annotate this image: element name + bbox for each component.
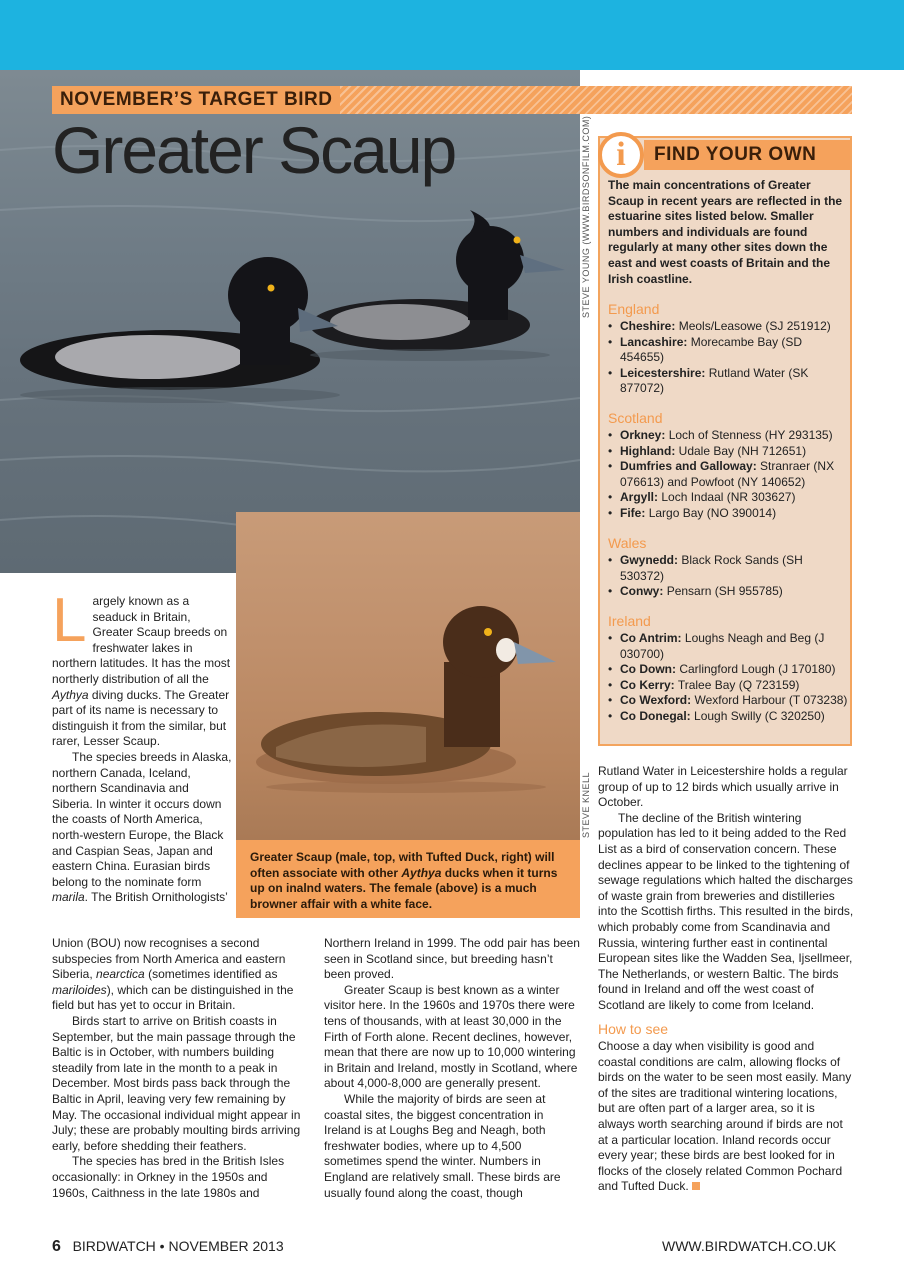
site-item: • Leicestershire: Rutland Water (SK 877072) (608, 366, 848, 397)
article-paragraph: Rutland Water in Leicestershire holds a regular group of up to 12 birds which usually arrive in October. (598, 764, 848, 810)
how-to-see-heading: How to see (598, 1020, 669, 1037)
footer-url[interactable]: WWW.BIRDWATCH.CO.UK (662, 1238, 837, 1254)
end-mark-icon (692, 1182, 700, 1190)
site-item: • Highland: Udale Bay (NH 712651) (608, 444, 848, 460)
region-heading-scotland: Scotland (608, 410, 663, 426)
site-item: • Co Kerry: Tralee Bay (Q 723159) (608, 678, 848, 694)
female-duck-illustration (236, 512, 580, 840)
site-list-ireland (608, 631, 848, 725)
page-title: Greater Scaup (52, 113, 456, 187)
article-paragraph: Birds start to arrive on British coasts in September, but the main passage through the Baltic is in October, with numbers building steadily from late in the month to a peak in December. Most birds pass back through the Baltic in April, leaving very few remaining by May. The occasional individual might appear in July; these are probably moulting birds arriving early, before shedding their feathers. (52, 1013, 301, 1153)
find-your-own-box (598, 136, 852, 746)
article-paragraph: The species has bred in the British Isles occasionally: in Orkney in the 1950s and 1960s, Caithness in the late 1980s and (52, 1154, 285, 1200)
article-paragraph: Greater Scaup is best known as a winter visitor here. In the 1960s and 1970s there were tens of thousands, with at least 30,000 in the Firth of Forth alone. Recent declines, however, mean that there are now up to 10,000 wintering in Britain and Ireland, mostly in Scotland, where about 4,000-8,000 are generally present. (324, 982, 578, 1091)
site-item: • Co Donegal: Lough Swilly (C 320250) (608, 709, 848, 725)
article-paragraph: argely known as a seaduck in Britain, Greater Scaup breeds on freshwater lakes in northern latitudes. It has the most northerly distribution of all the Aythya diving ducks. The Greater part of its name is necessary to distinguish it from the similar, but rarer, Lesser Scaup. (52, 594, 231, 749)
article-column-3 (598, 764, 854, 1195)
photo-caption: Greater Scaup (male, top, with Tufted Duck, right) will often associate with other Aythya ducks when it turns up on inalnd waters. The female (above) is a much browner affair with a white face. (236, 840, 580, 918)
site-item: • Dumfries and Galloway: Stranraer (NX 076613) and Powfoot (NY 140652) (608, 459, 848, 490)
page-number: 6 (52, 1238, 61, 1255)
region-heading-wales: Wales (608, 535, 647, 551)
article-paragraph: Union (BOU) now recognises a second subspecies from North America and eastern Siberia, nearctica (sometimes identified as mariloides), which can be distinguished in the field but has yet to occur in Britain. (52, 936, 294, 1013)
site-item: • Argyll: Loch Indaal (NR 303627) (608, 490, 848, 506)
site-item: • Co Down: Carlingford Lough (J 170180) (608, 662, 848, 678)
footer-left (52, 1238, 284, 1256)
region-heading-england: England (608, 301, 660, 317)
find-box-intro: The main concentrations of Greater Scaup in recent years are reflected in the estuarine sites listed below. Smaller numbers and individuals are found regularly at many other sites down the east and west coasts of Britain and the Irish coastline. (608, 178, 843, 286)
site-item: • Co Wexford: Wexford Harbour (T 073238) (608, 693, 848, 709)
article-paragraph: The decline of the British wintering population has led to it being added to the Red List as a bird of conservation concern. These declines appear to be linked to the tightening of sewage regulations which halted the discharges of waste grain from breweries and distilleries into the Scottish firths. This resulted in the birds, which probably come from Scandinavia and Russia, wintering further east in continental European sites like the Wadden Sea, Ijsellmeer, The Netherlands, or western Baltic. The birds found in Ireland and off the west coast of Scotland are likely to come from Iceland. (598, 810, 854, 1012)
site-item: • Orkney: Loch of Stenness (HY 293135) (608, 428, 848, 444)
photo-scaup-female (236, 512, 580, 840)
article-paragraph: The species breeds in Alaska, northern Canada, Iceland, northern Scandinavia and Siberia. In winter it occurs down the coasts of North America, north-western Europe, the Black and Caspian Seas, Japan and eastern China. Eurasian birds belong to the nominate form marila. The British Ornithologists’ (52, 749, 232, 905)
site-item: • Fife: Largo Bay (NO 390014) (608, 506, 848, 522)
drop-cap: L (52, 586, 87, 655)
article-column-1-top (52, 586, 232, 906)
site-item: • Gwynedd: Black Rock Sands (SH 530372) (608, 553, 848, 584)
section-banner (52, 86, 852, 114)
site-list-england (608, 319, 848, 397)
site-list-wales (608, 553, 848, 600)
site-item: • Conwy: Pensarn (SH 955785) (608, 584, 848, 600)
find-box-header (600, 138, 850, 172)
info-icon: i (598, 132, 644, 178)
photo-credit-female: STEVE KNELL (581, 771, 591, 838)
article-column-1-bottom (52, 936, 306, 1201)
magazine-issue: BIRDWATCH • NOVEMBER 2013 (72, 1238, 284, 1254)
article-paragraph: Choose a day when visibility is good and coastal conditions are calm, allowing flocks of birds on the water to be seen most easily. Many of the sites are traditional wintering locations, but are often part of a larger area, so it is always worth searching around if birds are not at a particular location. Inland records occur every year; these birds are best looked for in flocks of the closely related Common Pochard and Tufted Duck. (598, 1039, 852, 1194)
photo-credit-main: STEVE YOUNG (WWW.BIRDSONFILM.COM) (581, 115, 591, 318)
region-heading-ireland: Ireland (608, 613, 651, 629)
site-list-scotland (608, 428, 848, 522)
article-column-2 (324, 936, 580, 1201)
site-item: • Cheshire: Meols/Leasowe (SJ 251912) (608, 319, 848, 335)
tufted-duck (310, 210, 565, 351)
find-box-heading: FIND YOUR OWN (644, 140, 850, 170)
article-paragraph: Northern Ireland in 1999. The odd pair has been seen in Scotland since, but breeding hasn’t been proved. (324, 936, 580, 982)
greater-scaup-male (20, 257, 338, 390)
site-item: • Lancashire: Morecambe Bay (SD 454655) (608, 335, 848, 366)
article-paragraph: While the majority of birds are seen at coastal sites, the biggest concentration in Ireland is at Loughs Beg and Neagh, both freshwater bodies, where up to 4,500 sometimes spend the winter. Numbers in England are relatively small. These birds are usually found along the coast, though (324, 1091, 561, 1200)
site-item: • Co Antrim: Loughs Neagh and Beg (J 030700) (608, 631, 848, 662)
top-color-band (0, 0, 904, 70)
banner-label: NOVEMBER’S TARGET BIRD (52, 86, 340, 114)
